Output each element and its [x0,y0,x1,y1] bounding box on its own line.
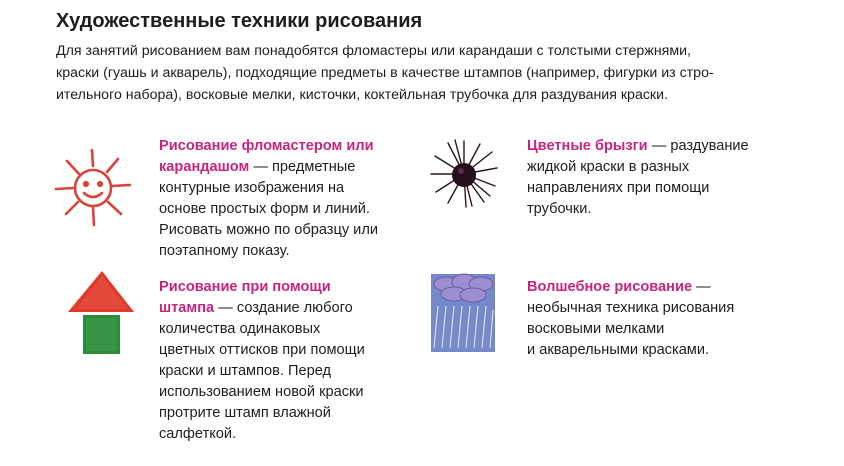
technique-line [159,277,365,298]
technique-line: контурные изображения на [159,180,345,196]
technique-text: — раздувание [647,138,749,154]
page-title: Художественные техники рисования [56,10,423,32]
technique-line: необычная техника рисования [527,300,735,316]
technique-title: Рисование при помощи [159,279,331,295]
technique-line [159,298,365,319]
intro-line: краски (гуашь и акварель), подходящие предметы в качестве штампов (например, фигурки из стро- [56,65,714,81]
technique-line [527,277,734,298]
intro-line: Для занятий рисованием вам понадобятся фломастеры или карандаши с толстыми стержнями, [56,43,691,59]
technique-line: восковыми мелками [527,321,665,337]
technique-line: основе простых форм и линий. [159,201,370,217]
technique-line: и акварельными красками. [527,342,710,358]
technique-text: — [692,279,711,295]
intro-line: ительного набора), восковые мелки, кисточки, коктейльная трубочка для раздувания краски. [56,87,669,103]
technique-line: поэтапному показу. [159,243,290,259]
technique-line: протрите штамп влажной [159,405,331,421]
technique-title: Рисование фломастером или [159,138,374,154]
technique-line [159,136,378,157]
technique-line: использованием новой краски [159,384,364,400]
technique-line: жидкой краски в разных [527,159,690,175]
technique-text: — создание любого [214,300,353,316]
intro-paragraph [56,40,786,106]
technique-title: Цветные брызги [527,138,648,154]
technique-color-splashes [527,136,749,220]
rain-cloud-icon [428,270,498,356]
technique-title: Волшебное рисование [527,279,693,295]
technique-title: штампа [159,300,215,316]
stamp-house-icon [66,268,138,358]
technique-title: карандашом [159,159,250,175]
ink-splash-icon [428,138,500,210]
technique-line: трубочки. [527,201,592,217]
technique-line: количества одинаковых [159,321,321,337]
technique-text: — предметные [249,159,356,175]
technique-line: Рисовать можно по образцу или [159,222,379,238]
technique-line [159,157,378,178]
technique-line: краски и штампов. Перед [159,363,332,379]
technique-marker-drawing [159,136,378,262]
technique-magic-drawing [527,277,734,361]
technique-line: направлениях при помощи [527,180,710,196]
sun-drawing-icon [52,146,134,228]
technique-line [527,136,749,157]
technique-line: цветных оттисков при помощи [159,342,365,358]
technique-stamp-drawing [159,277,365,445]
technique-line: салфеткой. [159,426,237,442]
